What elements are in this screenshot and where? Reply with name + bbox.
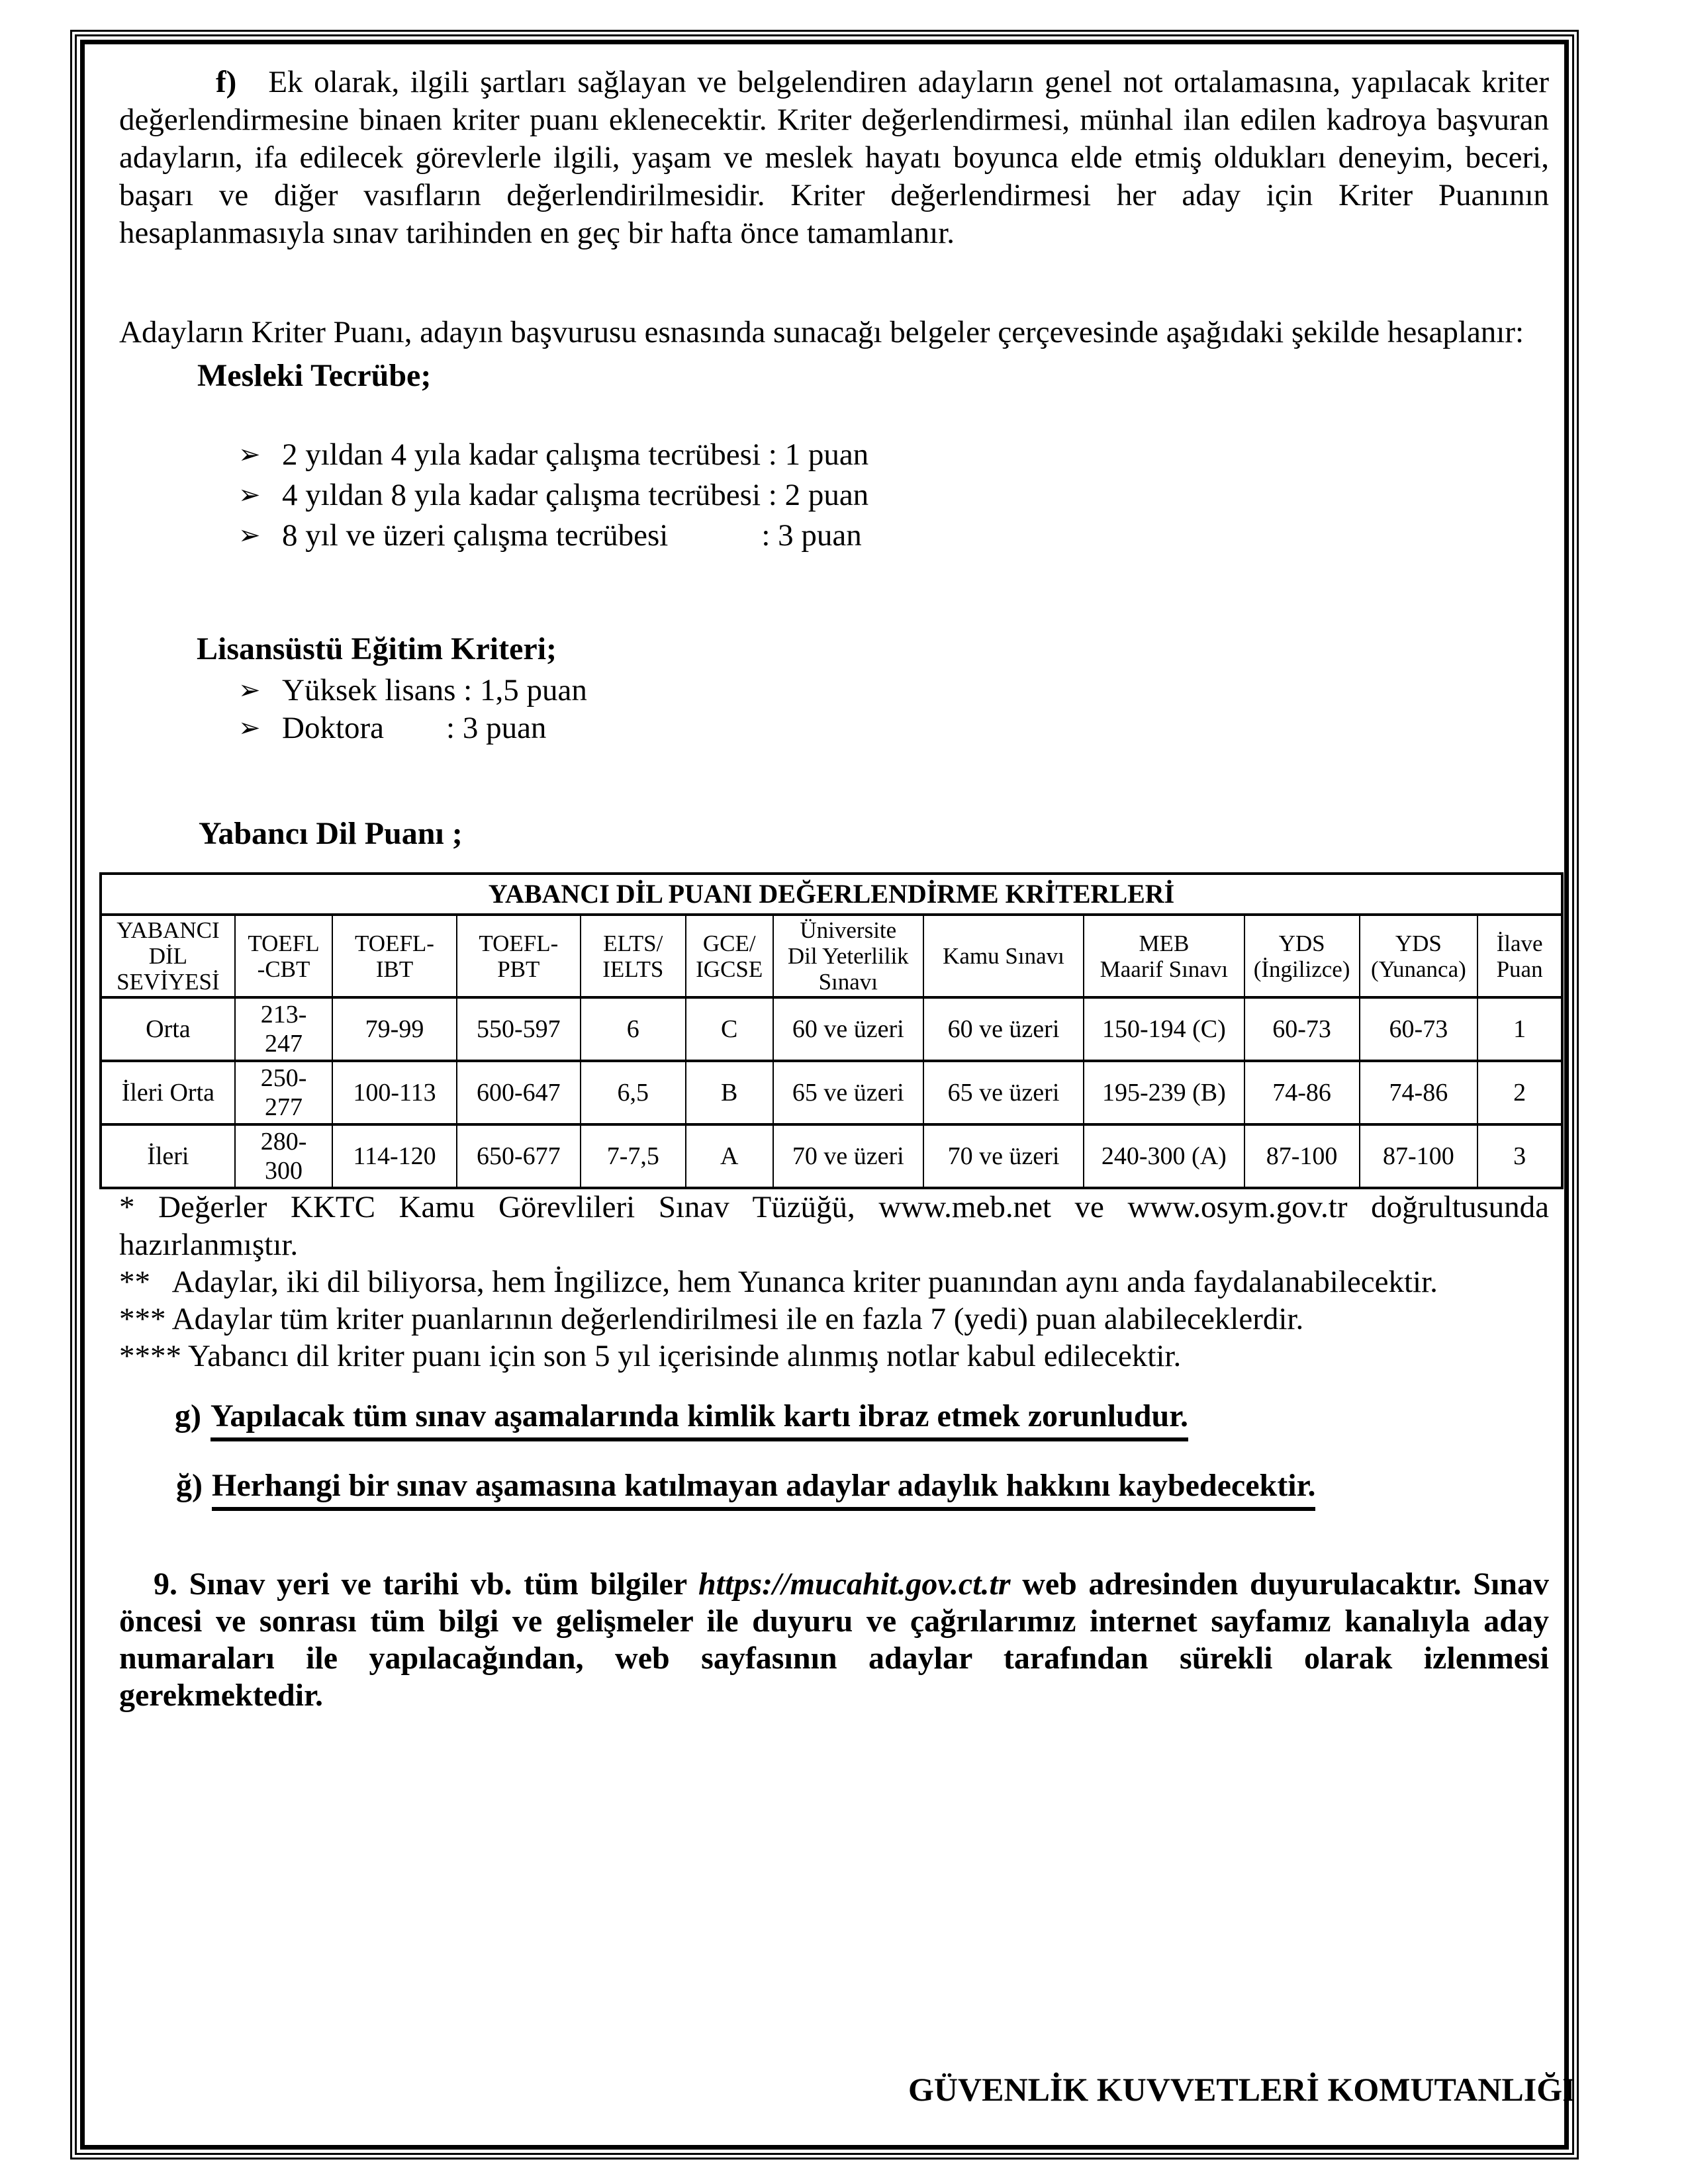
announcement-url: https://mucahit.gov.ct.tr	[698, 1567, 1011, 1602]
table-header-cell: Kamu Sınavı	[923, 915, 1084, 997]
paragraph-f-text: Ek olarak, ilgili şartları sağlayan ve belgelendiren adayların genel not ortalamasına, yapılacak kriter değerlendirmesine binaen kriter puanı eklenecektir. Kriter değerlendirmesi, münhal ilan edilen kadroya başvuran adayların, ifa edilecek görevlerle ilgili, yaşam ve meslek hayatı boyunca elde etmiş oldukları deneyim, beceri, başarı ve diğer vasıfların değerlendirilmesidir. Kriter değerlendirmesi her aday için Kriter Puanının hesaplanmasıyla sınav tarihinden en geç bir hafta önce tamamlanır.	[119, 65, 1549, 250]
paragraph-f-label: f)	[216, 65, 237, 99]
mesleki-bullet-list	[238, 437, 868, 558]
arrowhead-bullet-icon: ➢	[238, 439, 261, 470]
paragraph-f	[119, 64, 1549, 252]
table-title-row	[101, 874, 1562, 915]
item-gg-label: ğ)	[176, 1468, 203, 1503]
table-row	[101, 1061, 1562, 1124]
table-cell: A	[686, 1124, 773, 1188]
table-cell: 3	[1477, 1124, 1562, 1188]
table-cell: 79-99	[332, 997, 456, 1061]
table-cell: 240-300 (A)	[1084, 1124, 1244, 1188]
table-cell: 550-597	[457, 997, 581, 1061]
list-item	[238, 710, 587, 748]
item-g-label: g)	[175, 1398, 201, 1433]
list-item-text: Yüksek lisans : 1,5 puan	[282, 673, 587, 707]
table-cell: İleri Orta	[101, 1061, 235, 1124]
table-cell: 280- 300	[235, 1124, 333, 1188]
arrowhead-bullet-icon: ➢	[238, 520, 261, 551]
table-header-cell: GCE/ IGCSE	[686, 915, 773, 997]
table-cell: C	[686, 997, 773, 1061]
table-header-cell: YDS (İngilizce)	[1244, 915, 1360, 997]
table-cell: 2	[1477, 1061, 1562, 1124]
list-item	[238, 437, 868, 477]
list-item	[238, 518, 868, 558]
table-cell: 600-647	[457, 1061, 581, 1124]
table-header-cell: TOEFL -CBT	[235, 915, 333, 997]
yabanci-dil-table	[99, 872, 1564, 1189]
table-header-cell: YDS (Yunanca)	[1360, 915, 1477, 997]
table-header-cell: TOEFL- IBT	[332, 915, 456, 997]
table-header-row	[101, 915, 1562, 997]
table-header-cell: YABANCI DİL SEVİYESİ	[101, 915, 235, 997]
table-cell: 60 ve üzeri	[773, 997, 923, 1061]
table-cell: 7-7,5	[581, 1124, 686, 1188]
table-cell: B	[686, 1061, 773, 1124]
arrowhead-bullet-icon: ➢	[238, 480, 261, 510]
item-gg	[176, 1467, 1315, 1504]
table-cell: 74-86	[1360, 1061, 1477, 1124]
table-cell: Orta	[101, 997, 235, 1061]
list-item-text: 8 yıl ve üzeri çalışma tecrübesi : 3 puan	[282, 518, 862, 553]
table-row	[101, 997, 1562, 1061]
list-item-text: 2 yıldan 4 yıla kadar çalışma tecrübesi : 1 puan	[282, 437, 869, 472]
arrowhead-bullet-icon: ➢	[238, 713, 261, 743]
list-item	[238, 477, 868, 518]
table-cell: 65 ve üzeri	[923, 1061, 1084, 1124]
heading-mesleki-tecrube: Mesleki Tecrübe;	[197, 358, 432, 393]
table-cell: 114-120	[332, 1124, 456, 1188]
table-cell: 74-86	[1244, 1061, 1360, 1124]
table-cell: 70 ve üzeri	[923, 1124, 1084, 1188]
table-cell: 1	[1477, 997, 1562, 1061]
footnote-1-line-2: hazırlanmıştır.	[119, 1228, 299, 1262]
table-cell: 87-100	[1360, 1124, 1477, 1188]
table-cell: 6	[581, 997, 686, 1061]
footnote-2: ** Adaylar, iki dil biliyorsa, hem İngilizce, hem Yunanca kriter puanından aynı anda faydalanabilecektir.	[119, 1265, 1438, 1299]
paragraph-9-prefix: 9. Sınav yeri ve tarihi vb. tüm bilgiler	[154, 1567, 698, 1602]
table-cell: 650-677	[457, 1124, 581, 1188]
table-cell: 60 ve üzeri	[923, 997, 1084, 1061]
table-cell: 150-194 (C)	[1084, 997, 1244, 1061]
footnote-4: **** Yabancı dil kriter puanı için son 5 yıl içerisinde alınmış notlar kabul edilecektir.	[119, 1339, 1182, 1373]
table-cell: 60-73	[1244, 997, 1360, 1061]
table-cell: 213- 247	[235, 997, 333, 1061]
arrowhead-bullet-icon: ➢	[238, 675, 261, 705]
table-cell: 6,5	[581, 1061, 686, 1124]
list-item	[238, 672, 587, 710]
table-header-cell: ELTS/ IELTS	[581, 915, 686, 997]
paragraph-9	[119, 1566, 1549, 1714]
intro-line: Adayların Kriter Puanı, adayın başvurusu esnasında sunacağı belgeler çerçevesinde aşağıdaki şekilde hesaplanır:	[119, 315, 1524, 349]
heading-yabanci-dil: Yabancı Dil Puanı ;	[199, 816, 463, 851]
lisansustu-bullet-list	[238, 672, 587, 748]
table-title: YABANCI DİL PUANI DEĞERLENDİRME KRİTERLERİ	[101, 874, 1562, 915]
table-cell: 70 ve üzeri	[773, 1124, 923, 1188]
table-header-cell: Üniversite Dil Yeterlilik Sınavı	[773, 915, 923, 997]
footnote-1-line-1: * Değerler KKTC Kamu Görevlileri Sınav Tüzüğü, www.meb.net ve www.osym.gov.tr doğrultusunda	[119, 1190, 1549, 1224]
item-g-text: Yapılacak tüm sınav aşamalarında kimlik kartı ibraz etmek zorunludur.	[211, 1398, 1188, 1441]
list-item-text: Doktora : 3 puan	[282, 711, 547, 745]
table-cell: 60-73	[1360, 997, 1477, 1061]
heading-lisansustu: Lisansüstü Eğitim Kriteri;	[197, 631, 557, 666]
table-cell: 100-113	[332, 1061, 456, 1124]
table-cell: 195-239 (B)	[1084, 1061, 1244, 1124]
footer-signature: GÜVENLİK KUVVETLERİ KOMUTANLIĞI	[908, 2071, 1575, 2108]
paragraph-9-suffix: web adresinden duyurulacaktır. Sınav öncesi ve sonrası tüm bilgi ve gelişmeler ile duyuru ve çağrılarımız internet sayfamız kanalıyla aday numaraları ile yapılacağından, web sayfasının adaylar tarafından sürekli olarak izlenmesi gerekmektedir.	[119, 1567, 1550, 1713]
table-header-cell: MEB Maarif Sınavı	[1084, 915, 1244, 997]
list-item-text: 4 yıldan 8 yıla kadar çalışma tecrübesi : 2 puan	[282, 478, 869, 512]
item-gg-text: Herhangi bir sınav aşamasına katılmayan adaylar adaylık hakkını kaybedecektir.	[212, 1468, 1315, 1511]
table-cell: 87-100	[1244, 1124, 1360, 1188]
table-header-cell: İlave Puan	[1477, 915, 1562, 997]
item-g	[175, 1398, 1188, 1434]
footnote-3: *** Adaylar tüm kriter puanlarının değerlendirilmesi ile en fazla 7 (yedi) puan alabileceklerdir.	[119, 1302, 1304, 1336]
table-cell: 65 ve üzeri	[773, 1061, 923, 1124]
table-cell: 250- 277	[235, 1061, 333, 1124]
table-row	[101, 1124, 1562, 1188]
table-header-cell: TOEFL- PBT	[457, 915, 581, 997]
table-cell: İleri	[101, 1124, 235, 1188]
